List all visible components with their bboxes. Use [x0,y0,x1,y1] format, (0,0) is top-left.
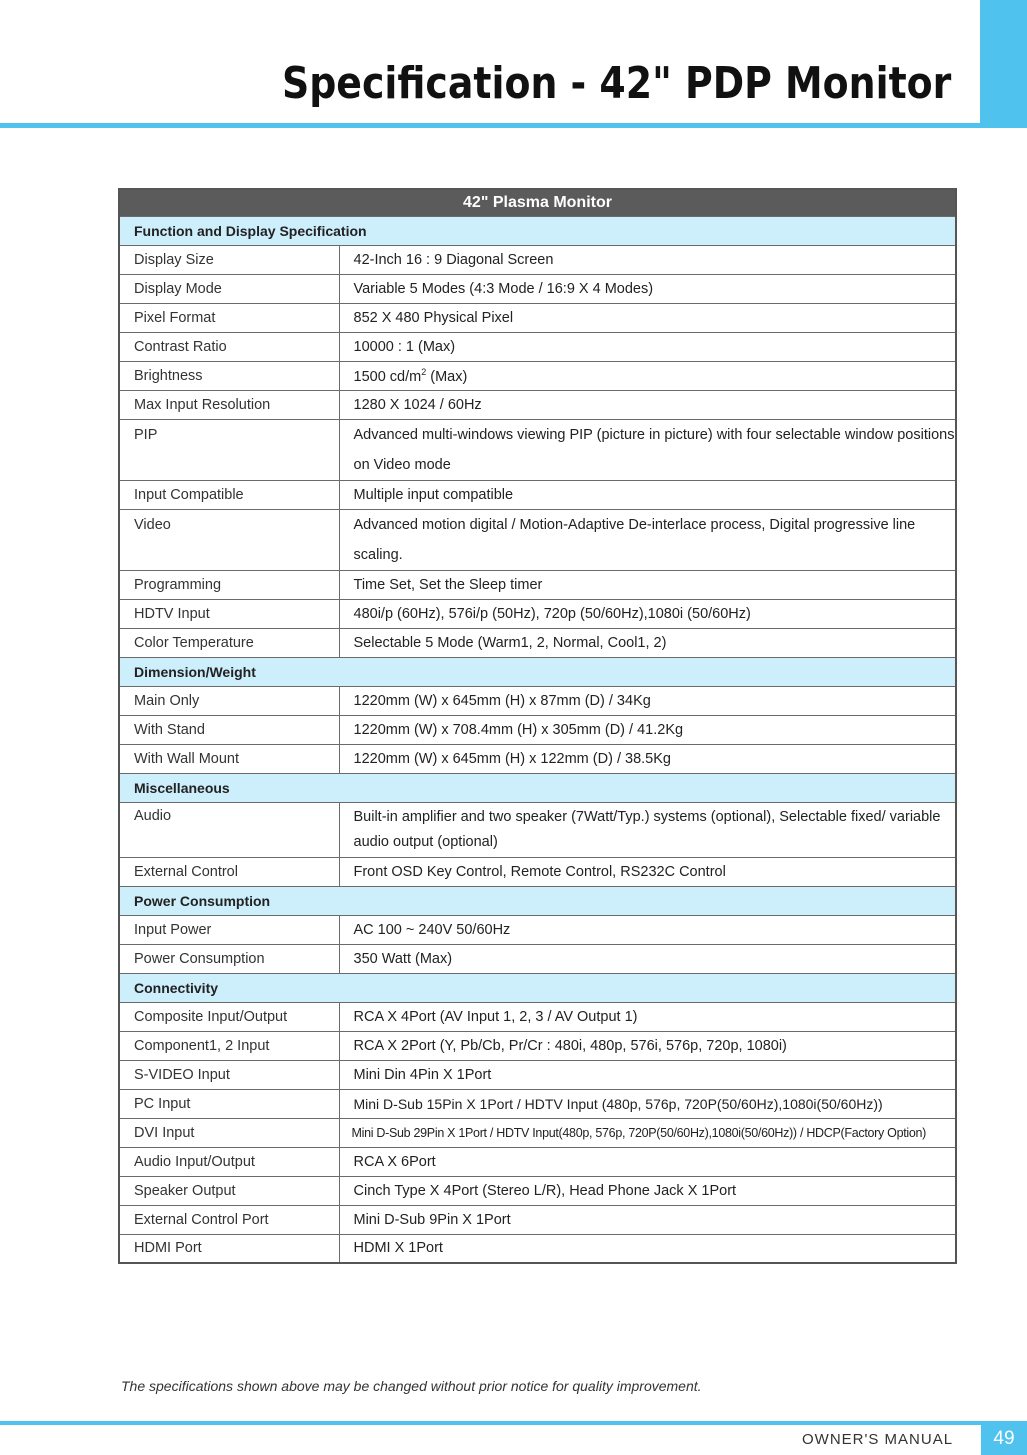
row-value: 1280 X 1024 / 60Hz [339,390,956,419]
row-label: External Control [119,857,339,886]
row-label: Brightness [119,361,339,390]
table-row [119,944,956,973]
brightness-value: 1500 cd/m [353,368,422,385]
row-value: Built-in amplifier and two speaker (7Watt/Typ.) systems (optional), Selectable fixed/ variable audio output (optional) [339,802,956,857]
table-row [119,1118,956,1147]
table-heading: 42" Plasma Monitor [119,189,956,216]
row-value: AC 100 ~ 240V 50/60Hz [339,915,956,944]
section-dimension: Dimension/Weight [119,657,956,686]
row-label: Speaker Output [119,1176,339,1205]
table-row [119,857,956,886]
table-row [119,303,956,332]
table-row [119,599,956,628]
row-value: Cinch Type X 4Port (Stereo L/R), Head Phone Jack X 1Port [339,1176,956,1205]
row-value: 42-Inch 16 : 9 Diagonal Screen [339,245,956,274]
section-connectivity: Connectivity [119,973,956,1002]
section-power: Power Consumption [119,886,956,915]
page-header [0,0,1027,130]
row-label: HDTV Input [119,599,339,628]
row-value: 1220mm (W) x 708.4mm (H) x 305mm (D) / 41.2Kg [339,715,956,744]
row-value: Mini Din 4Pin X 1Port [339,1060,956,1089]
row-label: Color Temperature [119,628,339,657]
row-label: Display Size [119,245,339,274]
table-row [119,390,956,419]
row-value: RCA X 6Port [339,1147,956,1176]
row-label: Input Power [119,915,339,944]
row-label: Display Mode [119,274,339,303]
header-rule [0,123,980,128]
row-value: Mini D-Sub 15Pin X 1Port / HDTV Input (480p, 576p, 720P(50/60Hz),1080i(50/60Hz)) [339,1089,956,1118]
row-label: Video [119,509,339,570]
table-row [119,686,956,715]
row-label: External Control Port [119,1205,339,1234]
table-row [119,361,956,390]
table-row [119,1234,956,1263]
row-value: RCA X 2Port (Y, Pb/Cb, Pr/Cr : 480i, 480p, 576i, 576p, 720p, 1080i) [339,1031,956,1060]
owners-manual-label: OWNER'S MANUAL [802,1431,954,1448]
row-value: 10000 : 1 (Max) [339,332,956,361]
row-label: With Stand [119,715,339,744]
table-row [119,570,956,599]
table-row [119,715,956,744]
table-row [119,802,956,857]
page-title: Specification - 42" PDP Monitor [281,58,951,109]
row-value: Variable 5 Modes (4:3 Mode / 16:9 X 4 Modes) [339,274,956,303]
row-label: DVI Input [119,1118,339,1147]
header-tab [980,0,1027,128]
table-row [119,628,956,657]
footer-rule [0,1421,1027,1425]
table-row [119,744,956,773]
section-misc: Miscellaneous [119,773,956,802]
row-label: Pixel Format [119,303,339,332]
spec-table [118,188,957,1264]
table-row [119,1089,956,1118]
row-value [339,361,956,390]
table-row [119,1205,956,1234]
row-value: Selectable 5 Mode (Warm1, 2, Normal, Cool1, 2) [339,628,956,657]
row-value: 480i/p (60Hz), 576i/p (50Hz), 720p (50/60Hz),1080i (50/60Hz) [339,599,956,628]
table-row [119,1147,956,1176]
row-value: Advanced multi-windows viewing PIP (picture in picture) with four selectable window positions on Video mode [339,419,956,480]
footnote: The specifications shown above may be changed without prior notice for quality improvement. [121,1378,702,1394]
row-label: Audio Input/Output [119,1147,339,1176]
row-label: Power Consumption [119,944,339,973]
row-label: Composite Input/Output [119,1002,339,1031]
table-row [119,1002,956,1031]
table-row [119,332,956,361]
row-value: HDMI X 1Port [339,1234,956,1263]
table-row [119,419,956,480]
table-row [119,245,956,274]
row-value: 1220mm (W) x 645mm (H) x 122mm (D) / 38.5Kg [339,744,956,773]
table-row [119,509,956,570]
row-value: Multiple input compatible [339,480,956,509]
row-value: RCA X 4Port (AV Input 1, 2, 3 / AV Output 1) [339,1002,956,1031]
row-label: Component1, 2 Input [119,1031,339,1060]
row-value: Time Set, Set the Sleep timer [339,570,956,599]
row-value: Front OSD Key Control, Remote Control, RS232C Control [339,857,956,886]
row-label: Max Input Resolution [119,390,339,419]
table-row [119,274,956,303]
table-row [119,1060,956,1089]
table-row [119,915,956,944]
row-value: Mini D-Sub 29Pin X 1Port / HDTV Input(480p, 576p, 720P(50/60Hz),1080i(50/60Hz)) / HDCP(Factory Option) [339,1118,956,1147]
row-label: HDMI Port [119,1234,339,1263]
page-number: 49 [981,1423,1027,1455]
table-row [119,1176,956,1205]
table-row [119,480,956,509]
table-row [119,1031,956,1060]
section-function: Function and Display Specification [119,216,956,245]
row-label: Programming [119,570,339,599]
row-value: 852 X 480 Physical Pixel [339,303,956,332]
row-value: 350 Watt (Max) [339,944,956,973]
row-value: Advanced motion digital / Motion-Adaptive De-interlace process, Digital progressive line scaling. [339,509,956,570]
row-label: With Wall Mount [119,744,339,773]
row-value: 1220mm (W) x 645mm (H) x 87mm (D) / 34Kg [339,686,956,715]
row-label: Main Only [119,686,339,715]
row-label: S-VIDEO Input [119,1060,339,1089]
row-label: PIP [119,419,339,480]
brightness-max: (Max) [426,368,468,385]
row-value: Mini D-Sub 9Pin X 1Port [339,1205,956,1234]
row-label: Contrast Ratio [119,332,339,361]
superscript-2: 2 [421,366,427,377]
row-label: Input Compatible [119,480,339,509]
row-label: Audio [119,802,339,857]
row-label: PC Input [119,1089,339,1118]
